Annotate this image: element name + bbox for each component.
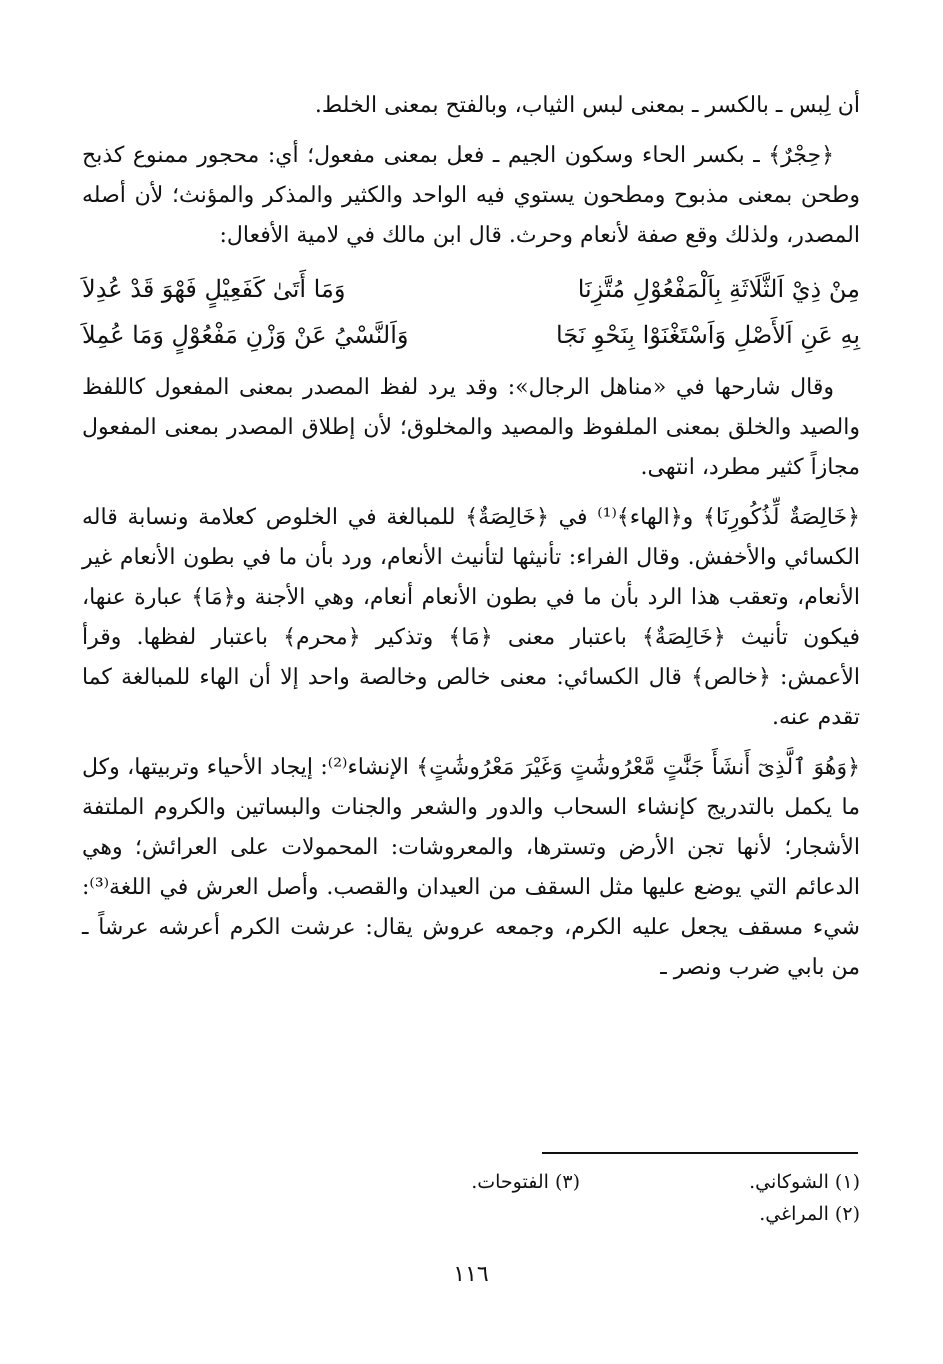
poem-line-2-first-hemistich: بِهِ عَنِ اَلأَصْلِ وَاَسْتَغْنَوْا بِنَحْوِ نَجَا bbox=[556, 321, 860, 349]
footnotes bbox=[300, 1166, 860, 1230]
page-number: ١١٦ bbox=[453, 1262, 489, 1287]
footnote-1: (١) الشوكاني. bbox=[749, 1171, 860, 1193]
poem-line-1-first-hemistich: مِنْ ذِيْ اَلثَّلَاثَةِ بِاَلْمَفْعُوْلِ مُتَّزِنَا bbox=[577, 275, 860, 303]
paragraph-1: أن لِبس ـ بالكسر ـ بمعنى لبس الثياب، وبالفتح بمعنى الخلط. bbox=[314, 93, 860, 118]
poem-line-1 bbox=[82, 266, 860, 312]
footnote-divider bbox=[542, 1152, 858, 1154]
footnote-row-1 bbox=[300, 1166, 860, 1198]
paragraph-3: وقال شارحها في «مناهل الرجال»: وقد يرد لفظ المصدر بمعنى المفعول كاللفظ والصيد والخلق بمعنى الملفوظ والمصيد والمخلوق؛ لأن إطلاق المصدر بمعنى المفعول مجازاً كثير مطرد، انتهى. bbox=[82, 375, 860, 480]
footnote-3: (٣) الفتوحات. bbox=[471, 1171, 580, 1193]
paragraph-2: ﴿حِجْرٌ﴾ ـ بكسر الحاء وسكون الجيم ـ فعل بمعنى مفعول؛ أي: محجور ممنوع كذبح وطحن بمعنى مذبوح ومطحون يستوي فيه الواحد والكثير والمذكر والمؤنث؛ لأن أصله المصدر، ولذلك وقع صفة لأنعام وحرث. قال ابن مالك في لامية الأفعال: bbox=[82, 143, 860, 248]
footnote-row-2 bbox=[300, 1198, 860, 1230]
main-text bbox=[82, 86, 860, 998]
paragraph-4: ﴿خَالِصَةٌ لِّذُكُورِنَا﴾ و﴿الهاء﴾⁽¹⁾ في ﴿خَالِصَةٌ﴾ للمبالغة في الخلوص كعلامة ونسابة قاله الكسائي والأخفش. وقال الفراء: تأنيثها لتأنيث الأنعام، ورد بأن ما في بطون الأنعام غير الأنعام، وتعقب هذا الرد بأن ما في بطون الأنعام أنعام، وهي الأجنة و﴿مَا﴾ عبارة عنها، فيكون تأنيث ﴿خَالِصَةٌ﴾ باعتبار معنى ﴿مَا﴾ وتذكير ﴿محرم﴾ باعتبار لفظها. وقرأ الأعمش: ﴿خالص﴾ قال الكسائي: معنى خالص وخالصة واحد إلا أن الهاء للمبالغة كما تقدم عنه. bbox=[82, 505, 860, 730]
poem-line-2 bbox=[82, 312, 860, 358]
footnote-2: (٢) المراغي. bbox=[759, 1203, 860, 1225]
paragraph-5: ﴿وَهُوَ ٱلَّذِىٓ أَنشَأَ جَنَّٰتٍ مَّعْرُوشَٰتٍ وَغَيْرَ مَعْرُوشَٰتٍ﴾ الإنشاء⁽²⁾: إيجاد الأحياء وتربيتها، وكل ما يكمل بالتدريج كإنشاء السحاب والدور والشعر والجنات والبساتين والكروم الملتفة الأشجار؛ لأنها تجن الأرض وتسترها، والمعروشات: المحمولات على العرائش؛ وهي الدعائم التي يوضع عليها مثل السقف من العيدان والقصب. وأصل العرش في اللغة⁽³⁾: شيء مسقف يجعل عليه الكرم، وجمعه عروش يقال: عرشت الكرم أعرشه عرشاً ـ من بابي ضرب ونصر ـ bbox=[82, 755, 861, 980]
poem-line-2-second-hemistich: وَاَلنَّسْيُ عَنْ وَزْنِ مَفْعُوْلٍ وَمَا عُمِلاَ bbox=[82, 321, 409, 349]
poem-line-1-second-hemistich: وَمَا أَتَىٰ كَفَعِيْلٍ فَهْوَ قَدْ عُدِلاَ bbox=[82, 275, 346, 303]
poem-verses bbox=[82, 266, 860, 358]
